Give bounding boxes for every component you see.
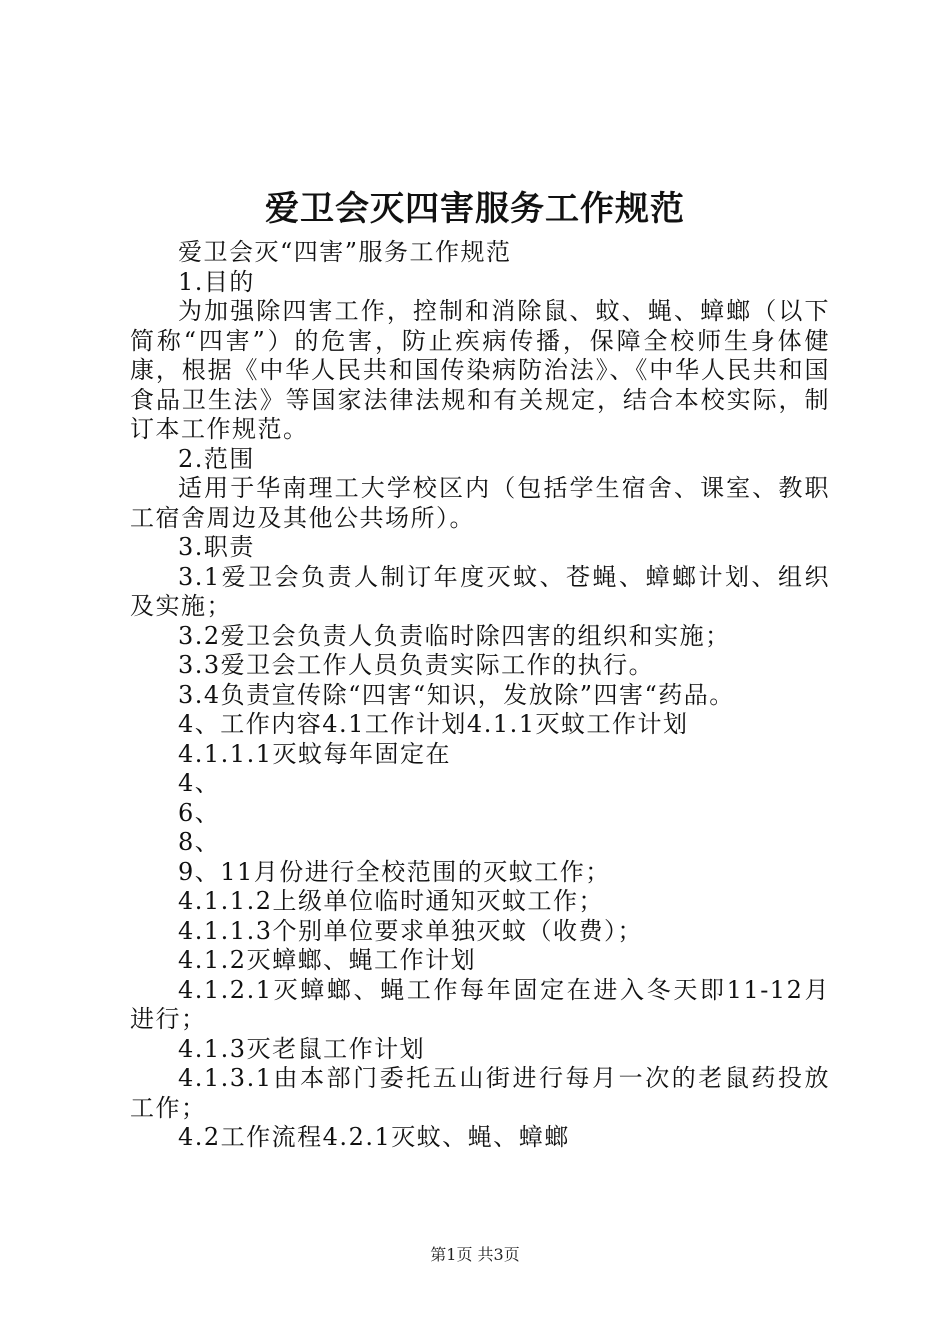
document-title: 爱卫会灭四害服务工作规范 bbox=[265, 189, 685, 229]
paragraph-heading-scope: 2.范围 bbox=[178, 444, 255, 473]
paragraph-item-4-1-3: 4.1.3灭老鼠工作计划 bbox=[178, 1034, 426, 1063]
paragraph-item-4-1-2-1: 4.1.2.1灭蟑螂、蝇工作每年固定在进入冬天即11-12月进行； bbox=[130, 975, 830, 1033]
paragraph-duty-3-3: 3.3爱卫会工作人员负责实际工作的执行。 bbox=[178, 651, 655, 679]
paragraph-item-4-1-1-1: 4.1.1.1灭蚊每年固定在 bbox=[178, 739, 451, 768]
paragraph-item-4-1-2: 4.1.2灭蟑螂、蝇工作计划 bbox=[178, 946, 477, 974]
paragraph-heading-purpose: 1.目的 bbox=[178, 267, 255, 296]
paragraph-scope-text: 适用于华南理工大学校区内（包括学生宿舍、课室、教职工宿舍周边及其他公共场所）。 bbox=[130, 474, 830, 532]
paragraph-duty-3-1: 3.1爱卫会负责人制订年度灭蚊、苍蝇、蟑螂计划、组织及实施； bbox=[130, 562, 830, 620]
paragraph-item-4-2: 4.2工作流程4.2.1灭蚊、蝇、蟑螂 bbox=[178, 1123, 570, 1151]
paragraph-month-6: 6、 bbox=[178, 798, 221, 827]
paragraph-duty-3-4: 3.4负责宣传除“四害“知识，发放除”四害“药品。 bbox=[178, 680, 735, 709]
paragraph-subtitle: 爱卫会灭“四害”服务工作规范 bbox=[178, 238, 512, 266]
paragraph-duty-3-2: 3.2爱卫会负责人负责临时除四害的组织和实施； bbox=[178, 621, 731, 650]
paragraph-item-4-1-1-2: 4.1.1.2上级单位临时通知灭蚊工作； bbox=[178, 887, 604, 915]
document-body bbox=[130, 238, 830, 1153]
paragraph-month-4: 4、 bbox=[178, 769, 221, 797]
paragraph-month-8: 8、 bbox=[178, 828, 221, 856]
paragraph-purpose-text: 为加强除四害工作，控制和消除鼠、蚊、蝇、蟑螂（以下简称“四害”）的危害，防止疾病传播，保障全校师生身体健康，根据《中华人民共和国传染病防治法》、《中华人民共和国食品卫生法》等国家法律法规和有关规定，结合本校实际，制订本工作规范。 bbox=[130, 297, 830, 443]
paragraph-heading-duties: 3.职责 bbox=[178, 533, 255, 561]
paragraph-item-4-1-3-1: 4.1.3.1由本部门委托五山街进行每月一次的老鼠药投放工作； bbox=[130, 1064, 830, 1122]
paragraph-heading-work-content: 4、工作内容4.1工作计划4.1.1灭蚊工作计划 bbox=[178, 710, 689, 738]
paragraph-month-9-11: 9、11月份进行全校范围的灭蚊工作； bbox=[178, 857, 611, 886]
paragraph-item-4-1-1-3: 4.1.1.3个别单位要求单独灭蚊（收费）； bbox=[178, 916, 643, 945]
page-footer: 第1页 共3页 bbox=[430, 1245, 520, 1264]
